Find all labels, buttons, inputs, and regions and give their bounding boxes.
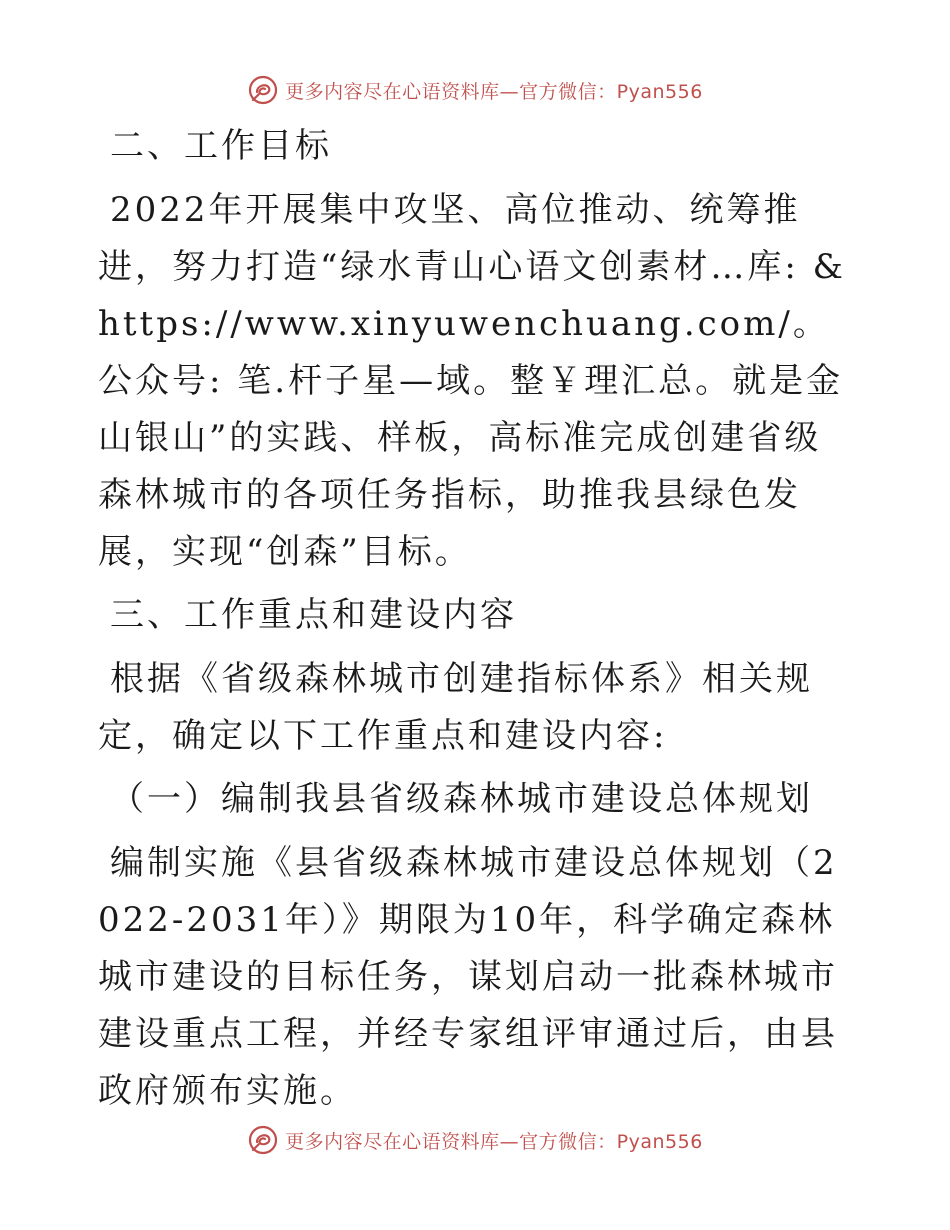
watermark-footer — [0, 1120, 950, 1160]
watermark-header — [0, 70, 950, 110]
paragraph-key-work: 根据《省级森林城市创建指标体系》相关规定，确定以下工作重点和建设内容: — [98, 659, 813, 756]
document-body — [98, 118, 858, 1120]
watermark-text: 更多内容尽在心语资料库—官方微信：Pyan556 — [285, 80, 703, 103]
subsection-heading-plan: （一）编制我县省级森林城市建设总体规划 — [110, 779, 813, 819]
paragraph-plan: 编制实施《县省级森林城市建设总体规划（2022-2031年）》期限为10年，科学确定森林城市建设的目标任务，谋划启动一批森林城市建设重点工程，并经专家组评审通过后，由县政府颁布实施。 — [98, 843, 838, 1111]
rose-logo-icon — [247, 74, 279, 106]
rose-logo-icon — [247, 1124, 279, 1156]
section-heading-key-work: 三、工作重点和建设内容 — [110, 595, 517, 635]
watermark-text: 更多内容尽在心语资料库—官方微信：Pyan556 — [285, 1130, 703, 1153]
paragraph-goals: 2022年开展集中攻坚、高位推动、统筹推进，努力打造“绿水青山心语文创素材…库: &https://www.xinyuwenchuang.com/。公众号: 笔.杆子星—域。整￥理汇总。就是金山银山”的实践、样板，高标准完成创建省级森林城市的各项任务指标，助推我县绿色发展，实现“创森”目标。 — [98, 190, 846, 572]
section-heading-goals: 二、工作目标 — [110, 126, 332, 166]
